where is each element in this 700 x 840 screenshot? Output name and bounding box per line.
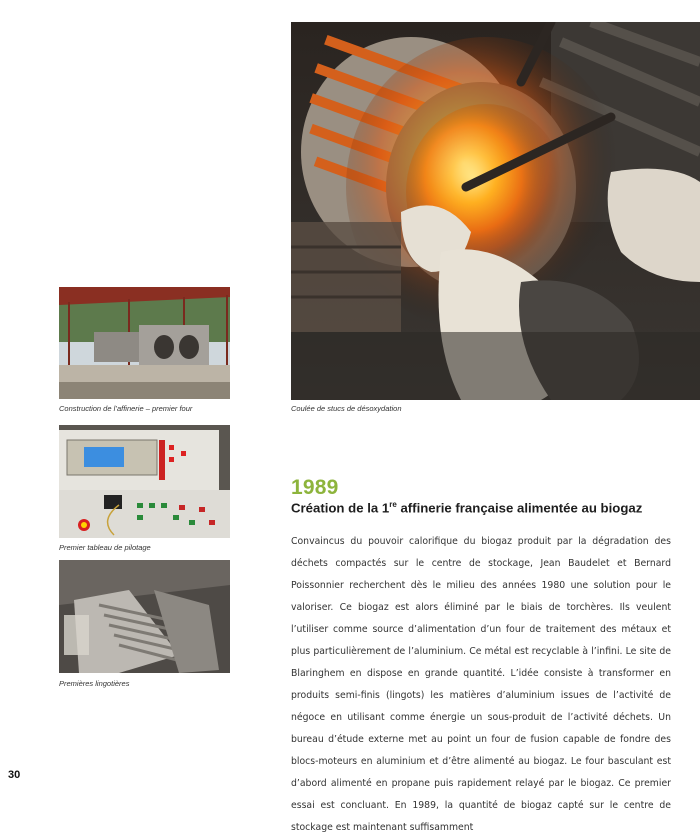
- article-title: [291, 500, 642, 515]
- affinerie-illustration: [59, 287, 230, 399]
- main-photo-caption: Coulée de stucs de désoxydation: [291, 404, 402, 413]
- control-panel-illustration: [59, 425, 230, 538]
- article-body: Convaincus du pouvoir calorifique du biogaz produit par la dégradation des déchets compactés sur le centre de stockage, Jean Baudelet et Bernard Poissonnier recherchent dès le milieu des années 1980 une solution pour le valoriser. Ce biogaz est alors éliminé par le biais de torchères. Ils veulent l’utiliser comme source d’alimentation d’un four de traitement des métaux et plus particulièrement de l’aluminium. Ce métal est recyclable à l’infini. Le site de Blaringhem en dispose en grande quantité. L’idée consiste à transformer en produits semi-finis (lingots) les matières d’aluminium issues de l’activité de négoce en utilisant comme énergie un sous-produit de l’activité déchets. Un bureau d’étude externe met au point un four de fusion capable de fondre des blocs-moteurs en aluminium et d’être alimenté au biogaz. Le four basculant est d’abord alimenté en propane puis rapidement relayé par le biogaz. Ce premier essai est concluant. En 1989, la quantité de biogaz capté sur le centre de stockage est maintenant suffisamment: [291, 536, 671, 833]
- article-year: 1989: [291, 476, 339, 499]
- photo-tableau-pilotage: [59, 425, 230, 538]
- article-title-part-1: Création de la 1: [291, 500, 390, 516]
- tableau-caption: Premier tableau de pilotage: [59, 543, 151, 552]
- photo-premieres-lingotieres: [59, 560, 230, 673]
- article-title-part-2: affinerie française alimentée au biogaz: [396, 500, 643, 516]
- photo-affinerie-construction: [59, 287, 230, 399]
- furnace-illustration: [291, 22, 700, 400]
- main-photo-furnace: [291, 22, 700, 400]
- lingotieres-illustration: [59, 560, 230, 673]
- affinerie-caption: Construction de l’affinerie – premier four: [59, 404, 193, 413]
- lingotieres-caption: Premières lingotières: [59, 679, 130, 688]
- page-number: 30: [8, 769, 21, 781]
- article-title-superscript: re: [389, 500, 397, 509]
